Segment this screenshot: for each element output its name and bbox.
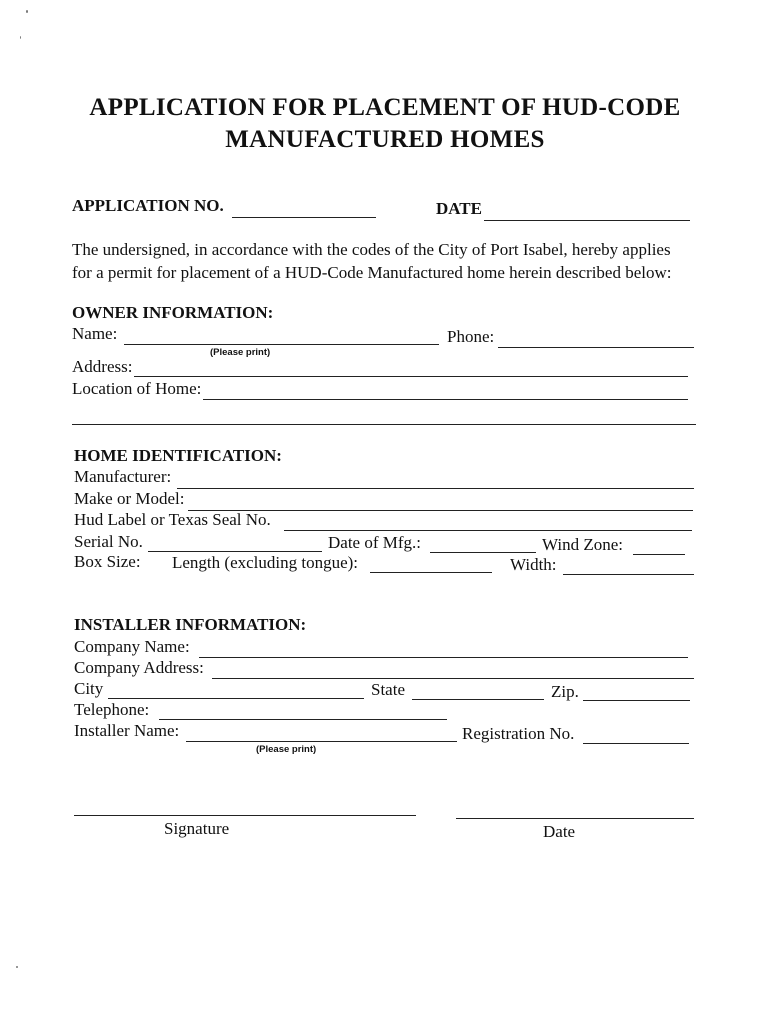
make-model-label: Make or Model: [74,489,185,508]
form-title-line-2: MANUFACTURED HOMES [225,126,545,153]
installer-information-heading: INSTALLER INFORMATION: [74,615,307,634]
application-no-label: APPLICATION NO. [72,196,224,215]
installer-please-print-note: (Please print) [256,744,317,755]
owner-phone-field[interactable] [498,347,694,348]
location-of-home-label: Location of Home: [72,379,202,398]
owner-address-field[interactable] [134,376,688,377]
company-address-label: Company Address: [74,658,204,677]
wind-zone-field[interactable] [633,554,685,555]
date-of-mfg-field[interactable] [430,552,536,553]
box-size-label: Box Size: [74,552,141,571]
city-field[interactable] [108,698,364,699]
hud-label-seal-field[interactable] [284,530,692,531]
owner-please-print-note: (Please print) [210,347,271,358]
date-field[interactable] [484,220,690,221]
home-identification-heading: HOME IDENTIFICATION: [74,446,282,465]
installer-name-label: Installer Name: [74,721,180,740]
company-name-field[interactable] [199,657,688,658]
state-label: State [371,680,405,699]
manufacturer-label: Manufacturer: [74,467,172,486]
registration-no-label: Registration No. [462,724,575,743]
location-of-home-field[interactable] [203,399,688,400]
manufacturer-field[interactable] [177,488,694,489]
telephone-field[interactable] [159,719,447,720]
owner-name-field[interactable] [124,344,439,345]
registration-no-field[interactable] [583,743,689,744]
width-field[interactable] [563,574,694,575]
serial-no-field[interactable] [148,551,322,552]
owner-name-label: Name: [72,324,118,343]
length-field[interactable] [370,572,492,573]
scan-speck [26,10,28,13]
scan-speck [20,36,21,39]
hud-label-seal-label: Hud Label or Texas Seal No. [74,510,271,529]
company-name-label: Company Name: [74,637,190,656]
signature-label: Signature [164,819,230,838]
zip-label: Zip. [551,682,579,701]
installer-name-field[interactable] [186,741,457,742]
application-no-field[interactable] [232,217,376,218]
city-label: City [74,679,104,698]
zip-field[interactable] [583,700,690,701]
signature-field[interactable] [74,815,416,816]
width-label: Width: [510,555,557,574]
date-label: DATE [436,199,482,218]
date-of-mfg-label: Date of Mfg.: [328,533,422,552]
intro-line-2: for a permit for placement of a HUD-Code Manufactured home herein described below: [72,263,672,282]
signature-date-field[interactable] [456,818,694,819]
serial-no-label: Serial No. [74,532,143,551]
owner-phone-label: Phone: [447,327,495,346]
location-of-home-field-line-2[interactable] [72,424,696,425]
owner-information-heading: OWNER INFORMATION: [72,303,274,322]
intro-line-1: The undersigned, in accordance with the codes of the City of Port Isabel, hereby applies [72,240,671,259]
owner-address-label: Address: [72,357,133,376]
scan-speck [16,966,18,968]
signature-date-label: Date [543,822,576,841]
telephone-label: Telephone: [74,700,150,719]
wind-zone-label: Wind Zone: [542,535,623,554]
form-title-line-1: APPLICATION FOR PLACEMENT OF HUD-CODE [89,94,681,121]
state-field[interactable] [412,699,544,700]
length-label: Length (excluding tongue): [172,553,359,572]
company-address-field[interactable] [212,678,694,679]
